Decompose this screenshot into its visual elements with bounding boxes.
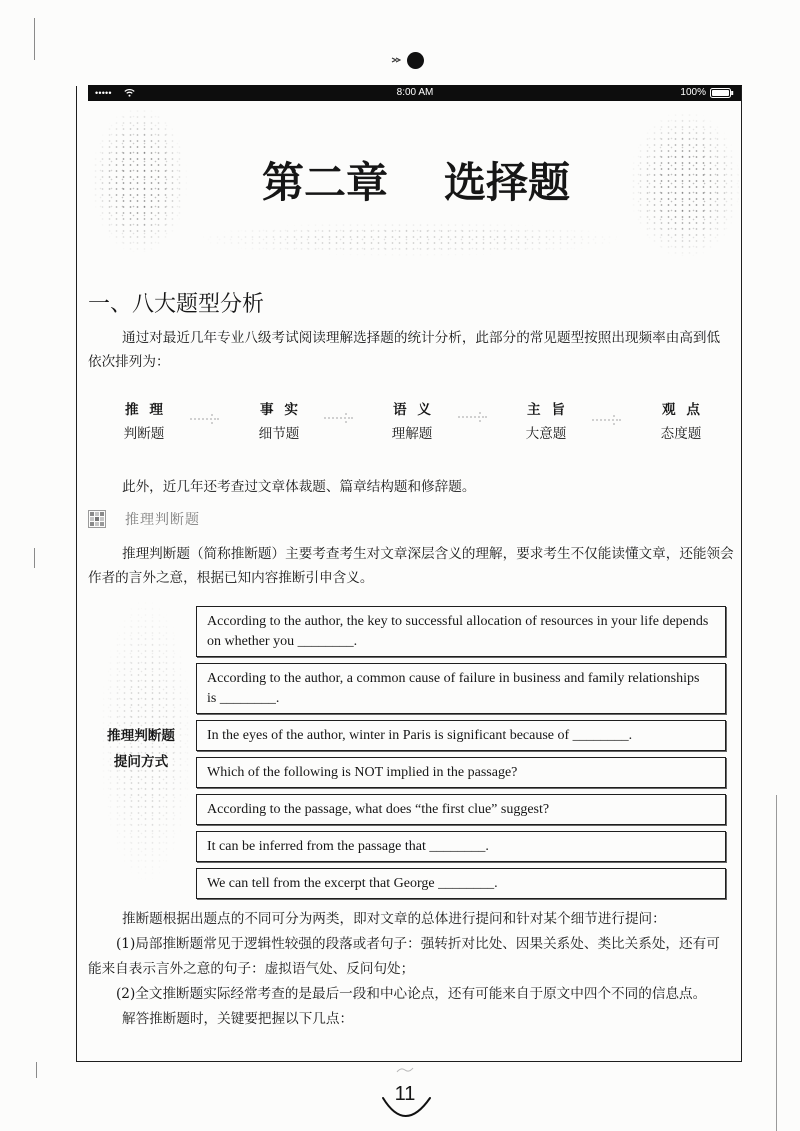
- chapter-name: 选择题: [444, 158, 571, 207]
- chapter-number: 第二章: [262, 158, 389, 207]
- stem-label-line: 推理判断题: [107, 728, 175, 744]
- title-speckle-left: [92, 108, 187, 253]
- subsection-title: 推理判断题: [125, 512, 200, 528]
- stem-label: [96, 723, 186, 775]
- status-time: 8:00 AM: [396, 87, 434, 98]
- question-type-name: 推 理: [125, 402, 163, 418]
- arrow-icon: [456, 409, 490, 425]
- scan-edge-mark: [34, 18, 35, 60]
- question-type-name: 主 旨: [527, 402, 565, 418]
- question-type-kind: 理解题: [391, 426, 433, 442]
- question-stem-box: It can be inferred from the passage that ________.: [196, 831, 726, 862]
- subsection-description: 推理判断题（简称推断题）主要考查考生对文章深层含义的理解，要求考生不仅能读懂文章，还能领会 作者的言外之意，根据已知内容推断引申含义。: [88, 546, 734, 586]
- section-note: 此外，近几年还考查过文章体裁题、篇章结构题和修辞题。: [122, 479, 476, 495]
- question-type: [641, 398, 721, 446]
- section-heading: 一、八大题型分析: [88, 292, 265, 317]
- question-type: [506, 398, 586, 446]
- section-intro: 通过对最近几年专业八级考试阅读理解选择题的统计分析，此部分的常见题型按照出现频率由高到低 依次排列为：: [88, 330, 721, 370]
- question-type: [372, 398, 452, 446]
- scan-edge-mark: [776, 795, 777, 1131]
- arrow-icon: [590, 412, 624, 428]
- title-speckle-right: [630, 112, 740, 257]
- page-number: 11: [394, 1083, 416, 1105]
- question-stem-box: We can tell from the excerpt that George ________.: [196, 868, 726, 899]
- question-stem-box: According to the author, the key to successful allocation of resources in your life depends on whether you ________.: [196, 606, 726, 657]
- question-type-kind: 大意题: [525, 426, 567, 442]
- battery-percent: 100%: [680, 87, 706, 98]
- question-stem-box: Which of the following is NOT implied in the passage?: [196, 757, 726, 788]
- scan-edge-mark: [36, 1062, 37, 1078]
- page-number-arc: [376, 1090, 436, 1124]
- notes-paragraph: 推断题根据出题点的不同可分为两类，即对文章的总体进行提问和针对某个细节进行提问：: [122, 911, 666, 927]
- question-stem-box: According to the passage, what does “the first clue” suggest?: [196, 794, 726, 825]
- question-type-kind: 细节题: [258, 426, 300, 442]
- inference-notes: [88, 907, 734, 1032]
- question-type-name: 观 点: [662, 402, 700, 418]
- chapter-title: [262, 158, 570, 208]
- question-type: [104, 398, 184, 446]
- notes-paragraph: (2)全文推断题实际经常考查的是最后一段和中心论点，还有可能来自于原文中四个不同的信息点。: [116, 986, 707, 1002]
- title-speckle-band: [200, 222, 620, 256]
- scan-mark-icon: [391, 56, 401, 64]
- section-marker-icon: [88, 510, 106, 528]
- question-type-name: 事 实: [260, 402, 298, 418]
- question-type: [239, 398, 319, 446]
- scan-edge-mark: [34, 548, 35, 568]
- question-stem-box: In the eyes of the author, winter in Paris is significant because of ________.: [196, 720, 726, 751]
- question-type-name: 语 义: [393, 402, 431, 418]
- binding-hole-dot: [407, 52, 424, 69]
- question-stem-box: According to the author, a common cause of failure in business and family relationships is ________.: [196, 663, 726, 714]
- notes-paragraph: (1)局部推断题常见于逻辑性较强的段落或者句子：强转折对比处、因果关系处、类比关系处，还有可 能来自表示言外之意的句子：虚拟语气处、反问句处；: [88, 936, 720, 977]
- stem-label-line: 提问方式: [113, 754, 169, 770]
- question-type-kind: 判断题: [123, 426, 165, 442]
- page-ornament-icon: [396, 1066, 414, 1074]
- signal-strength: •••••: [95, 88, 112, 98]
- arrow-icon: [188, 411, 222, 427]
- notes-paragraph: 解答推断题时，关键要把握以下几点：: [122, 1011, 354, 1027]
- question-type-kind: 态度题: [660, 426, 702, 442]
- question-stem-list: [196, 606, 726, 899]
- arrow-icon: [322, 410, 356, 426]
